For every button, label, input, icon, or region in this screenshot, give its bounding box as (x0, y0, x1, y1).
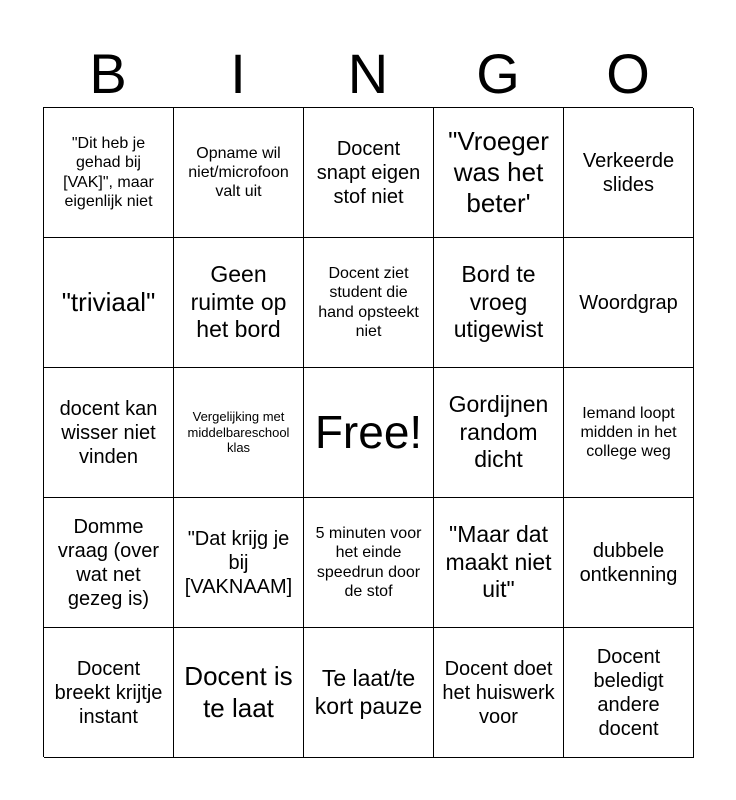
bingo-cell[interactable] (434, 238, 564, 368)
bingo-cell[interactable] (174, 498, 304, 628)
bingo-cell[interactable] (174, 238, 304, 368)
cell-text: Docent breekt krijtje instant (54, 657, 163, 728)
cell-text: Domme vraag (over wat net gezeg is) (57, 515, 160, 610)
cell-text: Geen ruimte op het bord (190, 261, 287, 343)
bingo-cell[interactable] (44, 108, 174, 238)
cell-text: "Maar dat maakt niet uit" (445, 521, 552, 603)
bingo-cell[interactable] (434, 368, 564, 498)
cell-text: Vergelijking met middelbareschool klas (187, 409, 290, 456)
bingo-cell[interactable] (44, 628, 174, 758)
cell-text: dubbele ontkenning (579, 539, 678, 586)
cell-text: Docent is te laat (184, 661, 293, 723)
header-letter-n: N (347, 42, 389, 105)
bingo-cell[interactable] (434, 108, 564, 238)
bingo-cell-free[interactable] (304, 368, 434, 498)
header-letter-b: B (89, 42, 127, 105)
bingo-cell[interactable] (434, 498, 564, 628)
bingo-cell[interactable] (304, 628, 434, 758)
cell-text: Te laat/te kort pauze (314, 664, 423, 719)
bingo-cell[interactable] (564, 238, 694, 368)
cell-text: Gordijnen random dicht (448, 391, 549, 473)
cell-text: Iemand loopt midden in het college weg (580, 404, 677, 461)
cell-text: Opname wil niet/microfoon valt uit (188, 144, 289, 201)
bingo-cell[interactable] (44, 238, 174, 368)
bingo-cell[interactable] (564, 628, 694, 758)
bingo-cell[interactable] (174, 108, 304, 238)
cell-text: "Dit heb je gehad bij [VAK]", maar eigenlijk niet (63, 135, 154, 210)
cell-text: "Vroeger was het beter' (448, 125, 549, 219)
header-letter-o: O (606, 42, 650, 105)
header-letter-g: G (476, 42, 520, 105)
bingo-cell[interactable] (174, 628, 304, 758)
bingo-cell[interactable] (44, 498, 174, 628)
cell-text: Bord te vroeg utigewist (453, 261, 544, 343)
cell-text: Docent ziet student die hand opsteekt niet (318, 265, 419, 340)
bingo-cell[interactable] (564, 368, 694, 498)
bingo-cell[interactable] (304, 238, 434, 368)
cell-text: Woordgrap (579, 291, 678, 314)
cell-text: "Dat krijg je bij [VAKNAAM] (184, 527, 293, 598)
bingo-cell[interactable] (304, 498, 434, 628)
cell-text: Docent doet het huiswerk voor (442, 657, 555, 728)
bingo-cell[interactable] (304, 108, 434, 238)
bingo-header (43, 40, 693, 108)
bingo-cell[interactable] (174, 368, 304, 498)
bingo-cell[interactable] (564, 108, 694, 238)
bingo-board (43, 107, 693, 757)
cell-text: Docent snapt eigen stof niet (316, 137, 421, 208)
bingo-cell[interactable] (564, 498, 694, 628)
free-space-text: Free! (314, 405, 423, 458)
cell-text: Docent beledigt andere docent (593, 645, 664, 740)
bingo-cell[interactable] (434, 628, 564, 758)
cell-text: 5 minuten voor het einde speedrun door de stof (315, 525, 422, 600)
cell-text: docent kan wisser niet vinden (59, 397, 158, 468)
cell-text: Verkeerde slides (582, 149, 675, 196)
cell-text: "triviaal" (61, 286, 156, 317)
header-letter-i: I (230, 42, 246, 105)
bingo-cell[interactable] (44, 368, 174, 498)
